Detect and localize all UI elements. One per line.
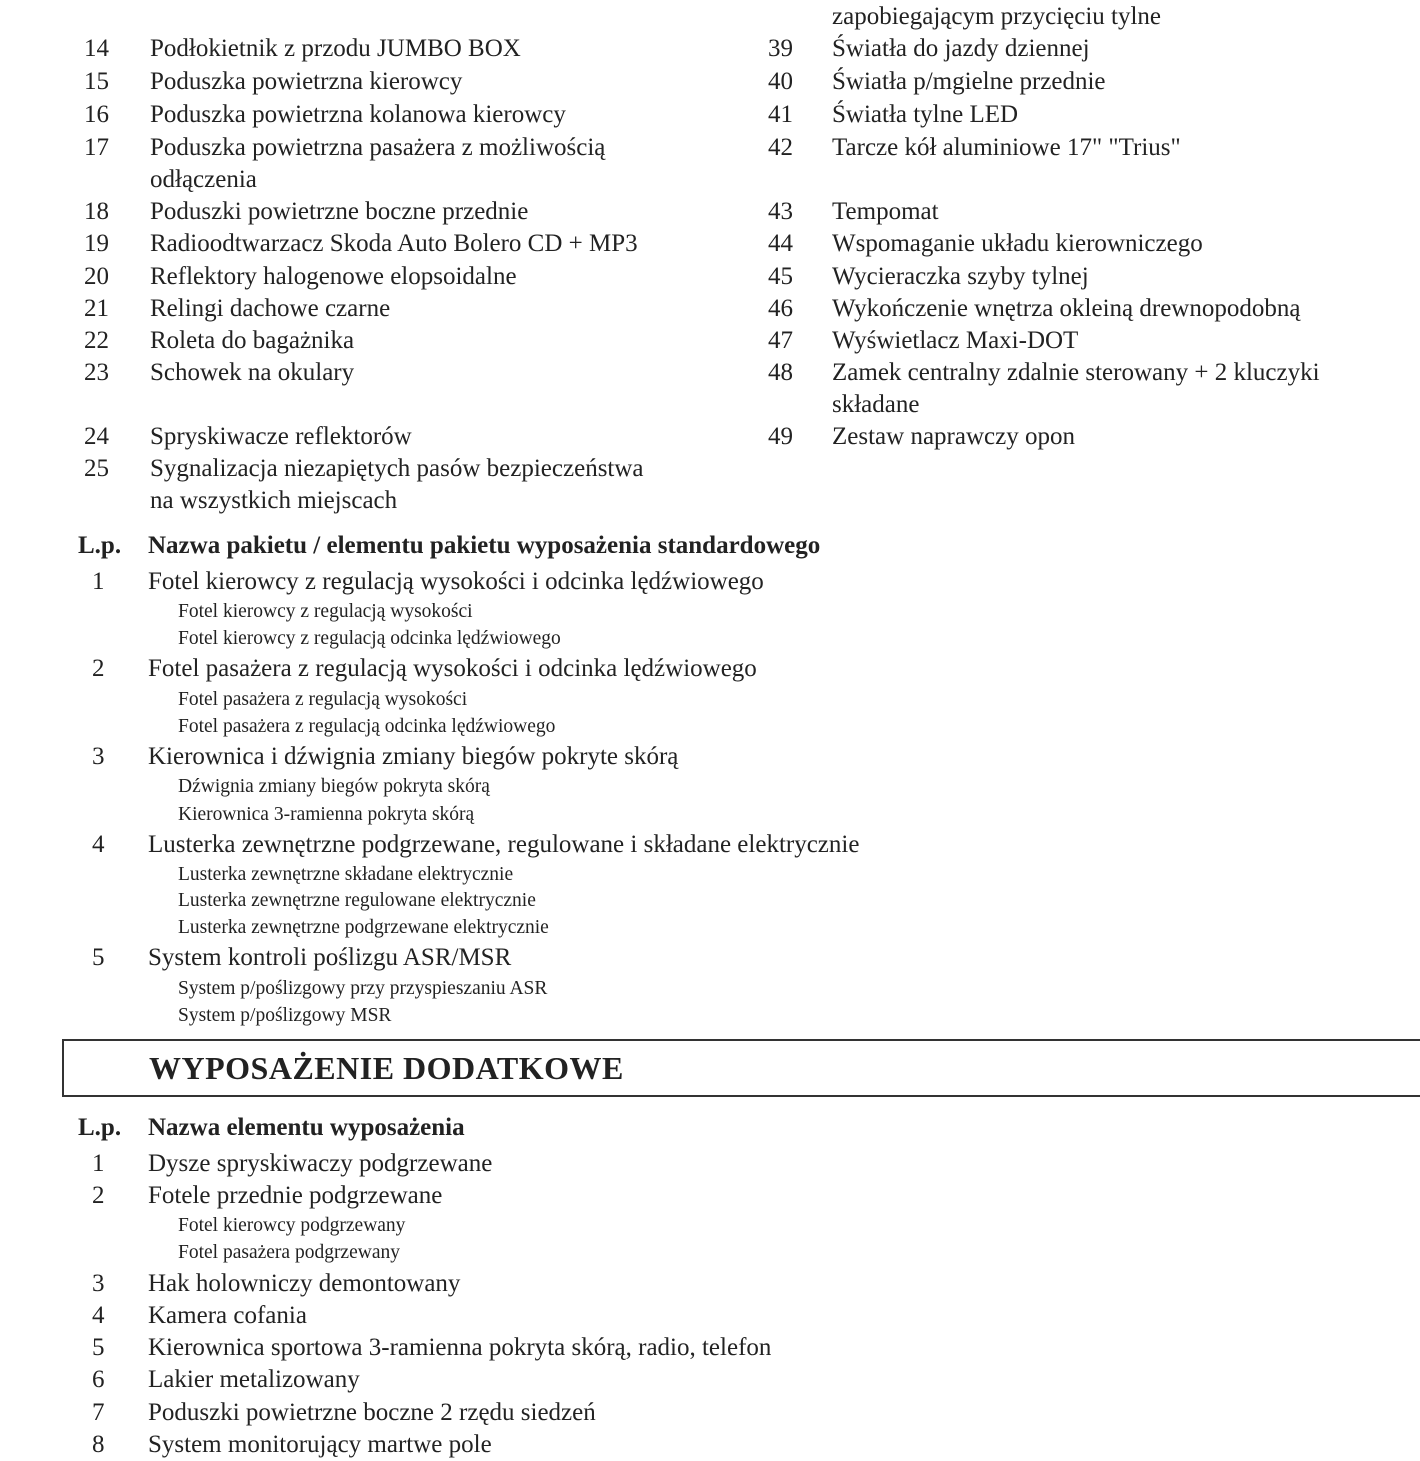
section-title-box bbox=[62, 1039, 1420, 1097]
package-subitem: Lusterka zewnętrzne podgrzewane elektrycznie bbox=[178, 917, 549, 938]
header-lp: L.p. bbox=[78, 532, 122, 559]
list-item: 45 Wycieraczka szyby tylnej bbox=[768, 263, 1089, 290]
list-item: 42 Tarcze kół aluminiowe 17" "Trius" bbox=[768, 134, 1181, 161]
section-title: WYPOSAŻENIE DODATKOWE bbox=[149, 1050, 624, 1086]
extra-subitem: Fotel pasażera podgrzewany bbox=[178, 1242, 400, 1263]
package-item: 5 System kontroli poślizgu ASR/MSR bbox=[92, 944, 512, 971]
package-subitem: Lusterka zewnętrzne regulowane elektrycznie bbox=[178, 890, 536, 911]
package-subitem: System p/poślizgowy MSR bbox=[178, 1005, 392, 1026]
list-item: 23 Schowek na okulary bbox=[84, 359, 355, 386]
list-item: 25 Sygnalizacja niezapiętych pasów bezpieczeństwa bbox=[84, 455, 644, 482]
list-item: 47 Wyświetlacz Maxi-DOT bbox=[768, 327, 1079, 354]
list-item: 19 Radioodtwarzacz Skoda Auto Bolero CD + MP3 bbox=[84, 230, 638, 257]
list-item: 39 Światła do jazdy dziennej bbox=[768, 35, 1090, 62]
extra-item: 4 Kamera cofania bbox=[92, 1302, 307, 1329]
list-item: 16 Poduszka powietrzna kolanowa kierowcy bbox=[84, 101, 566, 128]
extra-item: 5 Kierownica sportowa 3-ramienna pokryta skórą, radio, telefon bbox=[92, 1334, 772, 1361]
list-item: 46 Wykończenie wnętrza okleiną drewnopodobną bbox=[768, 295, 1301, 322]
list-item-continuation: na wszystkich miejscach bbox=[150, 487, 398, 514]
package-subitem: Fotel kierowcy z regulacją wysokości bbox=[178, 601, 473, 622]
list-item: 44 Wspomaganie układu kierowniczego bbox=[768, 230, 1203, 257]
package-subitem: Fotel kierowcy z regulacją odcinka lędźwiowego bbox=[178, 628, 561, 649]
header-name: Nazwa elementu wyposażenia bbox=[148, 1114, 465, 1141]
list-item: 41 Światła tylne LED bbox=[768, 101, 1019, 128]
list-item: 40 Światła p/mgielne przednie bbox=[768, 68, 1106, 95]
list-item-continuation: składane bbox=[832, 391, 920, 418]
package-item: 3 Kierownica i dźwignia zmiany biegów pokryte skórą bbox=[92, 743, 679, 770]
package-subitem: Lusterka zewnętrzne składane elektrycznie bbox=[178, 864, 514, 885]
list-item: 18 Poduszki powietrzne boczne przednie bbox=[84, 198, 529, 225]
extra-item: 8 System monitorujący martwe pole bbox=[92, 1431, 492, 1458]
extra-item: 2 Fotele przednie podgrzewane bbox=[92, 1182, 443, 1209]
list-item: 17 Poduszka powietrzna pasażera z możliwością bbox=[84, 134, 606, 161]
package-subitem: Dźwignia zmiany biegów pokryta skórą bbox=[178, 776, 490, 797]
header-name: Nazwa pakietu / elementu pakietu wyposażenia standardowego bbox=[148, 532, 821, 559]
extras-header bbox=[78, 1113, 465, 1143]
standard-equipment-list bbox=[0, 0, 1420, 520]
list-item: 49 Zestaw naprawczy opon bbox=[768, 423, 1075, 450]
list-item: 24 Spryskiwacze reflektorów bbox=[84, 423, 412, 450]
list-item: 43 Tempomat bbox=[768, 198, 939, 225]
extra-subitem: Fotel kierowcy podgrzewany bbox=[178, 1215, 406, 1236]
list-item: 48 Zamek centralny zdalnie sterowany + 2 kluczyki bbox=[768, 359, 1320, 386]
list-item-continuation: odłączenia bbox=[150, 166, 257, 193]
packages-header bbox=[78, 531, 820, 561]
package-item: 4 Lusterka zewnętrzne podgrzewane, regulowane i składane elektrycznie bbox=[92, 831, 860, 858]
package-subitem: Fotel pasażera z regulacją odcinka lędźwiowego bbox=[178, 716, 556, 737]
list-item-continuation: zapobiegającym przycięciu tylne bbox=[832, 3, 1162, 30]
header-lp: L.p. bbox=[78, 1114, 122, 1141]
package-item: 2 Fotel pasażera z regulacją wysokości i odcinka lędźwiowego bbox=[92, 655, 757, 682]
list-item: 15 Poduszka powietrzna kierowcy bbox=[84, 68, 463, 95]
extra-item: 1 Dysze spryskiwaczy podgrzewane bbox=[92, 1150, 493, 1177]
list-item: 21 Relingi dachowe czarne bbox=[84, 295, 391, 322]
extra-item: 7 Poduszki powietrzne boczne 2 rzędu siedzeń bbox=[92, 1399, 596, 1426]
package-subitem: Kierownica 3-ramienna pokryta skórą bbox=[178, 804, 475, 825]
list-item: 20 Reflektory halogenowe elopsoidalne bbox=[84, 263, 517, 290]
package-subitem: Fotel pasażera z regulacją wysokości bbox=[178, 689, 468, 710]
extra-item: 6 Lakier metalizowany bbox=[92, 1366, 360, 1393]
list-item: 22 Roleta do bagażnika bbox=[84, 327, 355, 354]
package-subitem: System p/poślizgowy przy przyspieszaniu ASR bbox=[178, 978, 548, 999]
package-item: 1 Fotel kierowcy z regulacją wysokości i odcinka lędźwiowego bbox=[92, 568, 764, 595]
extra-item: 3 Hak holowniczy demontowany bbox=[92, 1270, 461, 1297]
list-item: 14 Podłokietnik z przodu JUMBO BOX bbox=[84, 35, 521, 62]
